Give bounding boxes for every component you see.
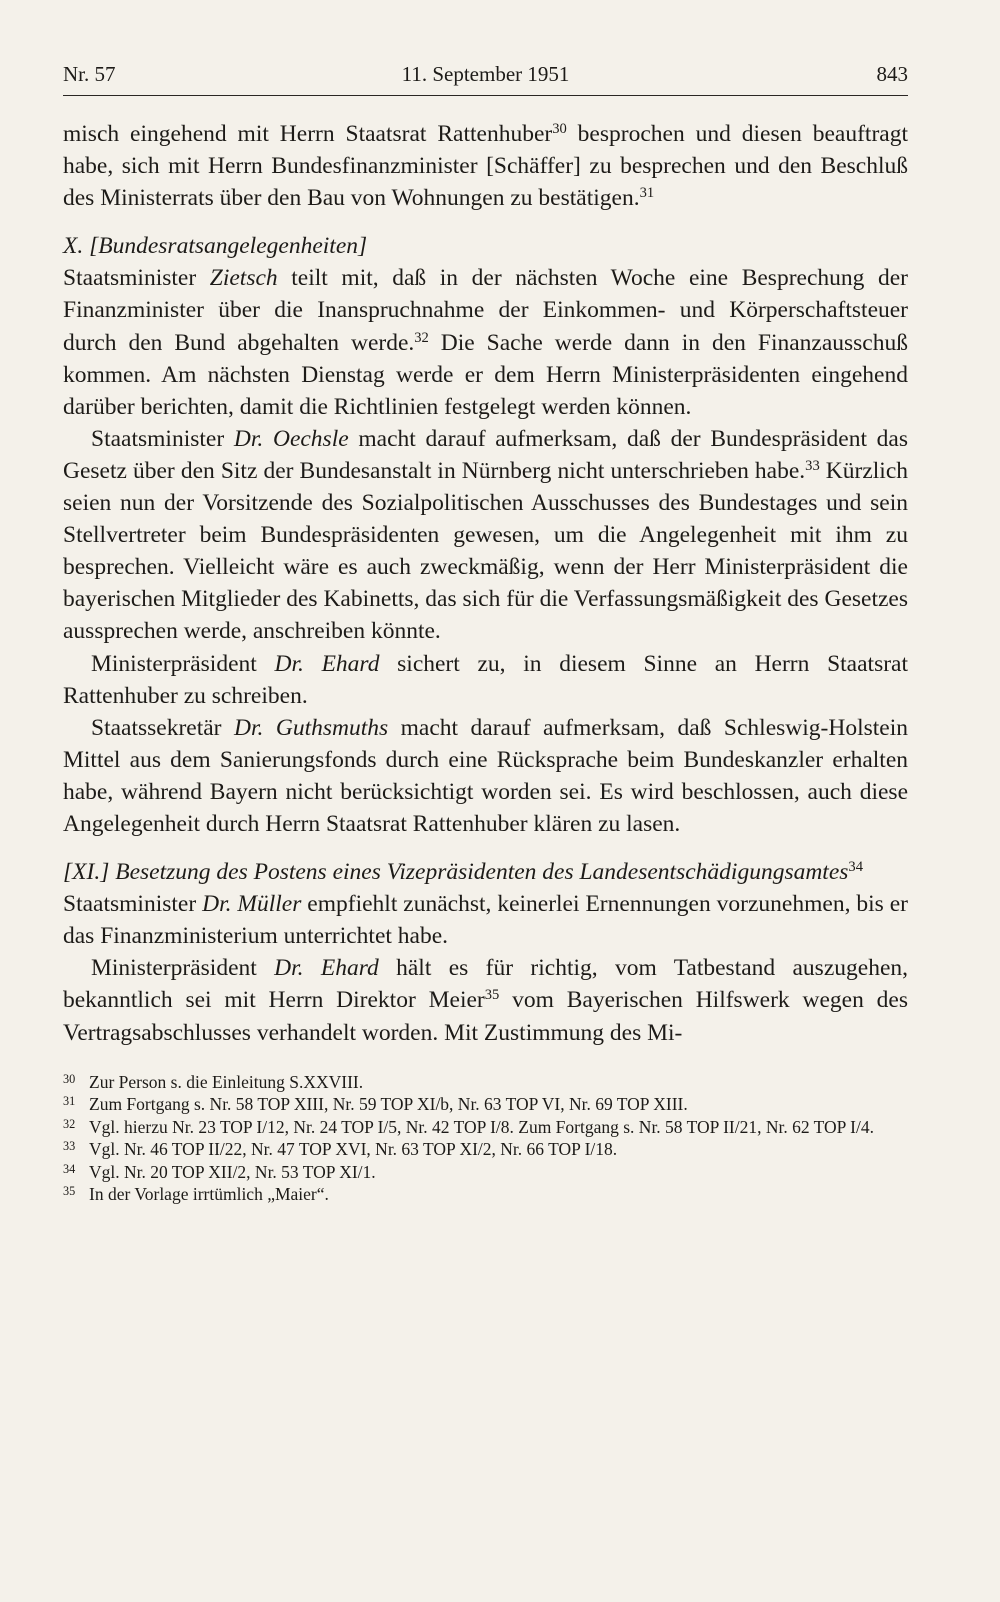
footnotes	[63, 1071, 908, 1206]
page-number: 843	[876, 62, 908, 86]
paragraph: Staatsminister Zietsch teilt mit, daß in der nächsten Woche eine Besprechung der Finanzminister über die Inanspruchnahme der Einkommen- und Körperschaftsteuer durch den Bund abgehalten werde.$^{32}$ Die Sache werde dann in den Finanzausschuß kommen. Am nächsten Dienstag werde er dem Herrn Ministerpräsidenten eingehend darüber berichten, damit die Richtlinien festgelegt werden können.	[63, 265, 908, 420]
paragraph: Ministerpräsident Dr. Ehard hält es für richtig, vom Tatbestand auszugehen, bekanntlich sei mit Herrn Direktor Meier$^{35}$ vom Bayerischen Hilfswerk wegen des Vertragsabschlusses verhandelt worden. Mit Zustimmung des Mi-	[63, 955, 908, 1046]
header-date: 11. September 1951	[401, 62, 570, 86]
section-heading-x: X. [Bundesratsangelegenheiten]	[63, 233, 368, 260]
footnote-ref: 35	[484, 987, 500, 1004]
footnote: 30 Zur Person s. die Einleitung S.XXVIII.	[63, 1071, 364, 1092]
running-header	[63, 62, 908, 96]
page	[63, 62, 908, 1206]
paragraph: misch eingehend mit Herrn Staatsrat Rattenhuber$^{30}$ besprochen und diesen beauftragt habe, sich mit Herrn Bundesfinanzminister [Schäffer] zu besprechen und den Beschluß des Ministerrats über den Bau von Wohnungen zu bestätigen.$^{31}$	[63, 121, 908, 212]
document-number: Nr. 57	[63, 62, 116, 86]
paragraph: Staatsminister Dr. Müller empfiehlt zunächst, keinerlei Ernennungen vorzunehmen, bis er das Finanzministerium unterrichtet habe.	[63, 891, 908, 950]
footnote: 33 Vgl. Nr. 46 TOP II/22, Nr. 47 TOP XVI, Nr. 63 TOP XI/2, Nr. 66 TOP I/18.	[63, 1139, 618, 1160]
footnote-ref: 32	[414, 329, 429, 346]
footnote-ref: 31	[639, 185, 655, 202]
footnote: 31 Zum Fortgang s. Nr. 58 TOP XIII, Nr. 59 TOP XI/b, Nr. 63 TOP VI, Nr. 69 TOP XIII.	[63, 1094, 688, 1115]
footnote-ref: 33	[805, 457, 820, 474]
body-text	[63, 118, 908, 1049]
footnote: 35 In der Vorlage irrtümlich „Maier“.	[63, 1184, 329, 1205]
footnote: 32 Vgl. hierzu Nr. 23 TOP I/12, Nr. 24 TOP I/5, Nr. 42 TOP I/8. Zum Fortgang s. Nr. 58 TOP II/21, Nr. 62 TOP I/4.	[63, 1116, 874, 1137]
paragraph: Staatsminister Dr. Oechsle macht darauf aufmerksam, daß der Bundespräsident das Gesetz über den Sitz der Bundesanstalt in Nürnberg nicht unterschrieben habe.$^{33}$ Kürzlich seien nun der Vorsitzende des Sozialpolitischen Ausschusses des Bundestages und sein Stellvertreter beim Bundespräsidenten gewesen, um die Angelegenheit mit ihm zu besprechen. Vielleicht wäre es auch zweckmäßig, wenn der Herr Ministerpräsident die bayerischen Mitglieder des Kabinetts, das sich für die Verfassungsmäßigkeit des Gesetzes aussprechen werde, anschreiben könnte.	[63, 425, 909, 645]
section-heading-xi: [XI.] Besetzung des Postens eines Vizepräsidenten des Landesentschädigungsamtes$^{34}$	[63, 859, 863, 886]
footnote-ref: 30	[552, 121, 567, 137]
paragraph: Ministerpräsident Dr. Ehard sichert zu, in diesem Sinne an Herrn Staatsrat Rattenhuber zu schreiben.	[63, 650, 908, 709]
footnote-ref: 34	[848, 859, 863, 876]
footnote: 34 Vgl. Nr. 20 TOP XII/2, Nr. 53 TOP XI/1.	[63, 1161, 376, 1182]
paragraph: Staatssekretär Dr. Guthsmuths macht darauf aufmerksam, daß Schleswig-Holstein Mittel aus dem Sanierungsfonds durch eine Rücksprache beim Bundeskanzler erhalten habe, während Bayern nicht berücksichtigt worden sei. Es wird beschlossen, auch diese Angelegenheit durch Herrn Staatsrat Rattenhuber klären zu lasen.	[63, 714, 908, 837]
